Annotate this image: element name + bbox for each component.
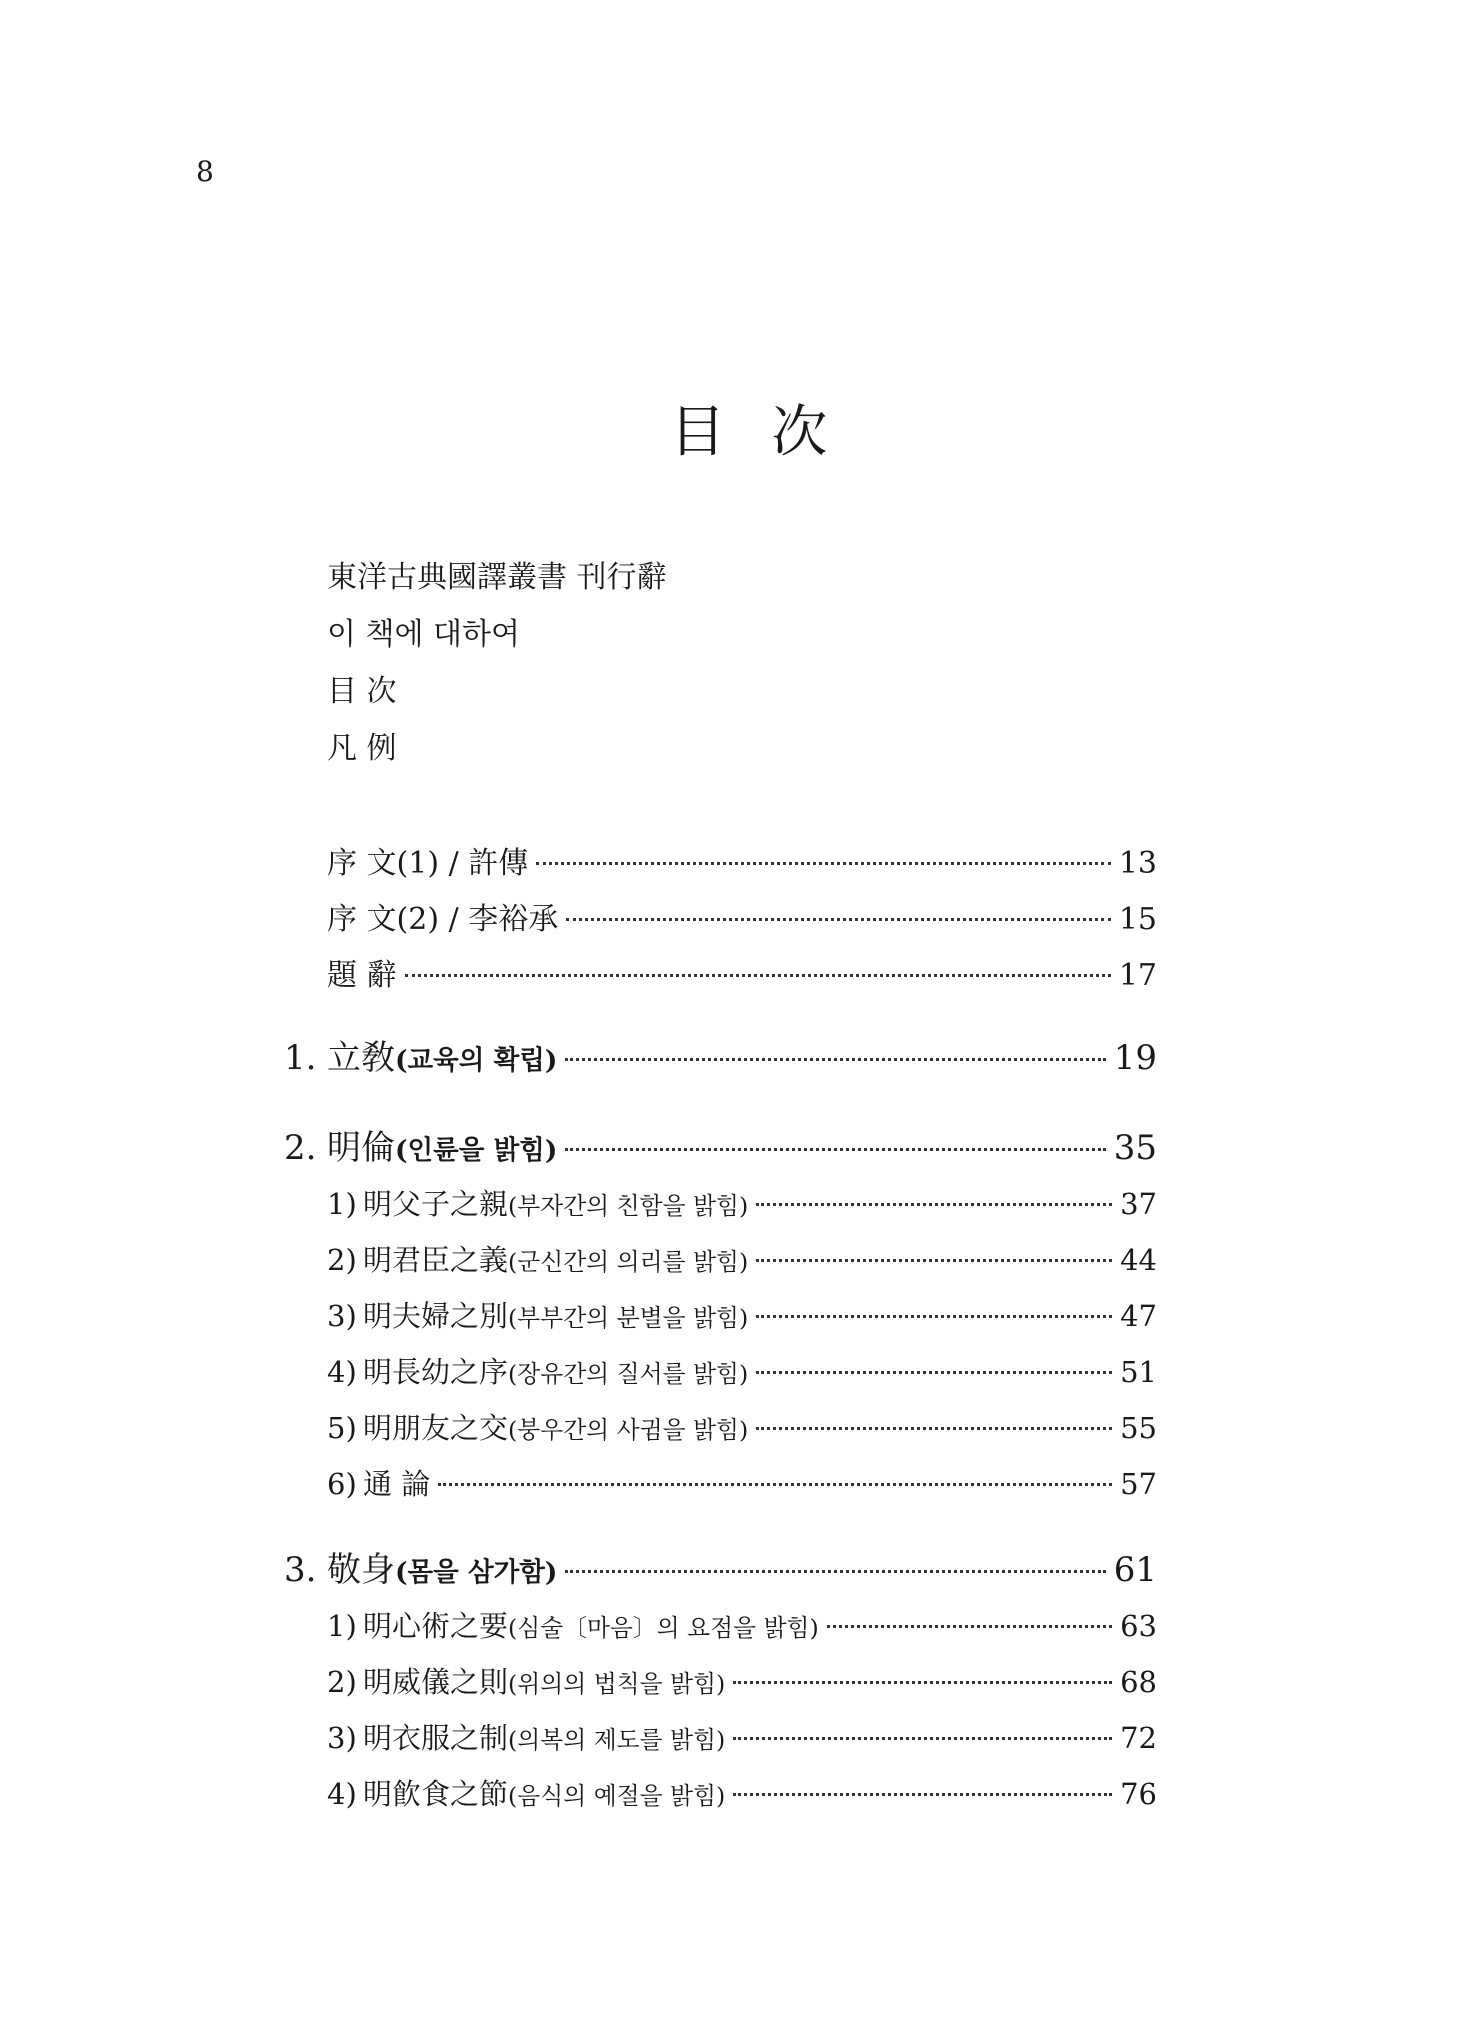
dot-leader (756, 1315, 1112, 1318)
toc-section[interactable] (327, 1772, 1157, 1813)
toc-page-number: 68 (1120, 1665, 1157, 1699)
section-title (363, 1182, 748, 1223)
section-number: 4) (327, 1355, 357, 1389)
toc-page-number: 55 (1120, 1411, 1157, 1445)
dot-leader (733, 1793, 1112, 1796)
toc-entry-label: 題 辭 (327, 958, 397, 993)
toc-section[interactable] (327, 1660, 1157, 1701)
toc-page-number: 35 (1113, 1128, 1157, 1168)
section-number: 2) (327, 1243, 357, 1277)
toc-entry-inscription[interactable] (327, 950, 1157, 994)
toc-page-number: 61 (1113, 1550, 1157, 1590)
toc-section[interactable] (327, 1294, 1157, 1335)
toc-page-number: 17 (1118, 958, 1157, 993)
dot-leader (827, 1625, 1112, 1628)
front-matter-item[interactable]: 東洋古典國譯叢書 刊行辭 (327, 560, 667, 595)
toc-page-number: 51 (1120, 1355, 1157, 1389)
chapter-title-hanja: 敬身 (327, 1550, 395, 1590)
toc-page-number: 72 (1120, 1721, 1157, 1755)
section-number: 4) (327, 1777, 357, 1811)
dot-leader (566, 918, 1111, 921)
toc-chapter-2[interactable] (284, 1120, 1157, 1169)
section-title-hanja: 明心術之要 (363, 1609, 509, 1643)
section-title-hanja: 明飮食之節 (363, 1777, 509, 1811)
dot-leader (438, 1483, 1112, 1486)
toc-page-number: 63 (1120, 1609, 1157, 1643)
toc-page-number: 37 (1120, 1187, 1157, 1221)
chapter-subtitle: (인륜을 밝힘) (395, 1135, 558, 1166)
section-title-hanja: 明衣服之制 (363, 1721, 509, 1755)
section-subtitle: (부부간의 분별을 밝힘) (508, 1304, 749, 1332)
section-title (363, 1716, 725, 1757)
front-matter-item[interactable]: 이 책에 대하여 (327, 617, 520, 652)
section-subtitle: (군신간의 의리를 밝힘) (508, 1248, 749, 1276)
toc-section[interactable] (327, 1238, 1157, 1279)
section-number: 5) (327, 1411, 357, 1445)
chapter-subtitle: (교육의 확립) (395, 1045, 558, 1076)
dot-leader (756, 1371, 1112, 1374)
section-title-hanja: 明君臣之義 (363, 1243, 509, 1277)
section-number: 6) (327, 1467, 357, 1501)
section-title (363, 1660, 725, 1701)
section-subtitle: (의복의 제도를 밝힘) (508, 1726, 726, 1754)
dot-leader (733, 1737, 1112, 1740)
section-subtitle: (심술〔마음〕의 요점을 밝힘) (508, 1614, 819, 1642)
dot-leader (565, 1058, 1105, 1061)
section-title (363, 1406, 748, 1447)
front-matter-item[interactable]: 目 次 (327, 674, 397, 709)
front-matter-list (327, 558, 667, 786)
section-subtitle: (붕우간의 사귐을 밝힘) (508, 1416, 749, 1444)
dot-leader (756, 1203, 1112, 1206)
toc-chapter-3[interactable] (284, 1542, 1157, 1591)
dot-leader (756, 1259, 1112, 1262)
section-subtitle: (위의의 법칙을 밝힘) (508, 1670, 726, 1698)
section-title-hanja: 明朋友之交 (363, 1411, 509, 1445)
dot-leader (536, 862, 1111, 865)
toc-section[interactable] (327, 1406, 1157, 1447)
chapter-title (327, 1542, 557, 1591)
section-title-hanja: 明長幼之序 (363, 1355, 509, 1389)
dot-leader (405, 974, 1111, 977)
section-title-hanja: 通 論 (363, 1467, 431, 1501)
section-subtitle: (부자간의 친함을 밝힘) (508, 1192, 749, 1220)
front-matter-item[interactable]: 凡 例 (327, 731, 397, 766)
toc-entry-label: 序 文(2) / 李裕承 (327, 902, 559, 937)
section-title-hanja: 明威儀之則 (363, 1665, 509, 1699)
toc-entry-preface-2[interactable] (327, 894, 1157, 938)
section-number: 3) (327, 1299, 357, 1333)
toc-section[interactable] (327, 1462, 1157, 1503)
page-number: 8 (196, 155, 214, 188)
chapter-number: 3. (284, 1550, 317, 1590)
section-title-hanja: 明夫婦之別 (363, 1299, 509, 1333)
toc-page-number: 47 (1120, 1299, 1157, 1333)
dot-leader (756, 1427, 1112, 1430)
toc-section[interactable] (327, 1716, 1157, 1757)
chapter-title (327, 1120, 557, 1169)
chapter-subtitle: (몸을 삼가함) (395, 1557, 558, 1588)
section-title (363, 1604, 819, 1645)
chapter-title-hanja: 立敎 (327, 1038, 395, 1078)
toc-page-number: 13 (1118, 846, 1157, 881)
section-title (363, 1350, 748, 1391)
section-title (363, 1238, 748, 1279)
toc-page-number: 76 (1120, 1777, 1157, 1811)
toc-page-number: 57 (1120, 1467, 1157, 1501)
section-subtitle: (음식의 예절을 밝힘) (508, 1782, 726, 1810)
toc-page-number: 44 (1120, 1243, 1157, 1277)
chapter-title (327, 1030, 557, 1079)
dot-leader (733, 1681, 1112, 1684)
toc-section[interactable] (327, 1182, 1157, 1223)
toc-section[interactable] (327, 1604, 1157, 1645)
section-number: 2) (327, 1665, 357, 1699)
chapter-number: 2. (284, 1128, 317, 1168)
section-title (363, 1772, 725, 1813)
toc-page-number: 15 (1118, 902, 1157, 937)
page-title: 目 次 (669, 400, 842, 465)
section-number: 1) (327, 1187, 357, 1221)
toc-entry-preface-1[interactable] (327, 838, 1157, 882)
toc-entry-label: 序 文(1) / 許傳 (327, 846, 529, 881)
section-subtitle: (장유간의 질서를 밝힘) (508, 1360, 749, 1388)
toc-section[interactable] (327, 1350, 1157, 1391)
section-title (363, 1462, 430, 1503)
chapter-number: 1. (284, 1038, 317, 1078)
dot-leader (565, 1148, 1105, 1151)
toc-page-number: 19 (1113, 1038, 1157, 1078)
section-title (363, 1294, 748, 1335)
toc-chapter-1[interactable] (284, 1030, 1157, 1079)
section-number: 1) (327, 1609, 357, 1643)
section-title-hanja: 明父子之親 (363, 1187, 509, 1221)
dot-leader (565, 1570, 1105, 1573)
chapter-title-hanja: 明倫 (327, 1128, 395, 1168)
section-number: 3) (327, 1721, 357, 1755)
